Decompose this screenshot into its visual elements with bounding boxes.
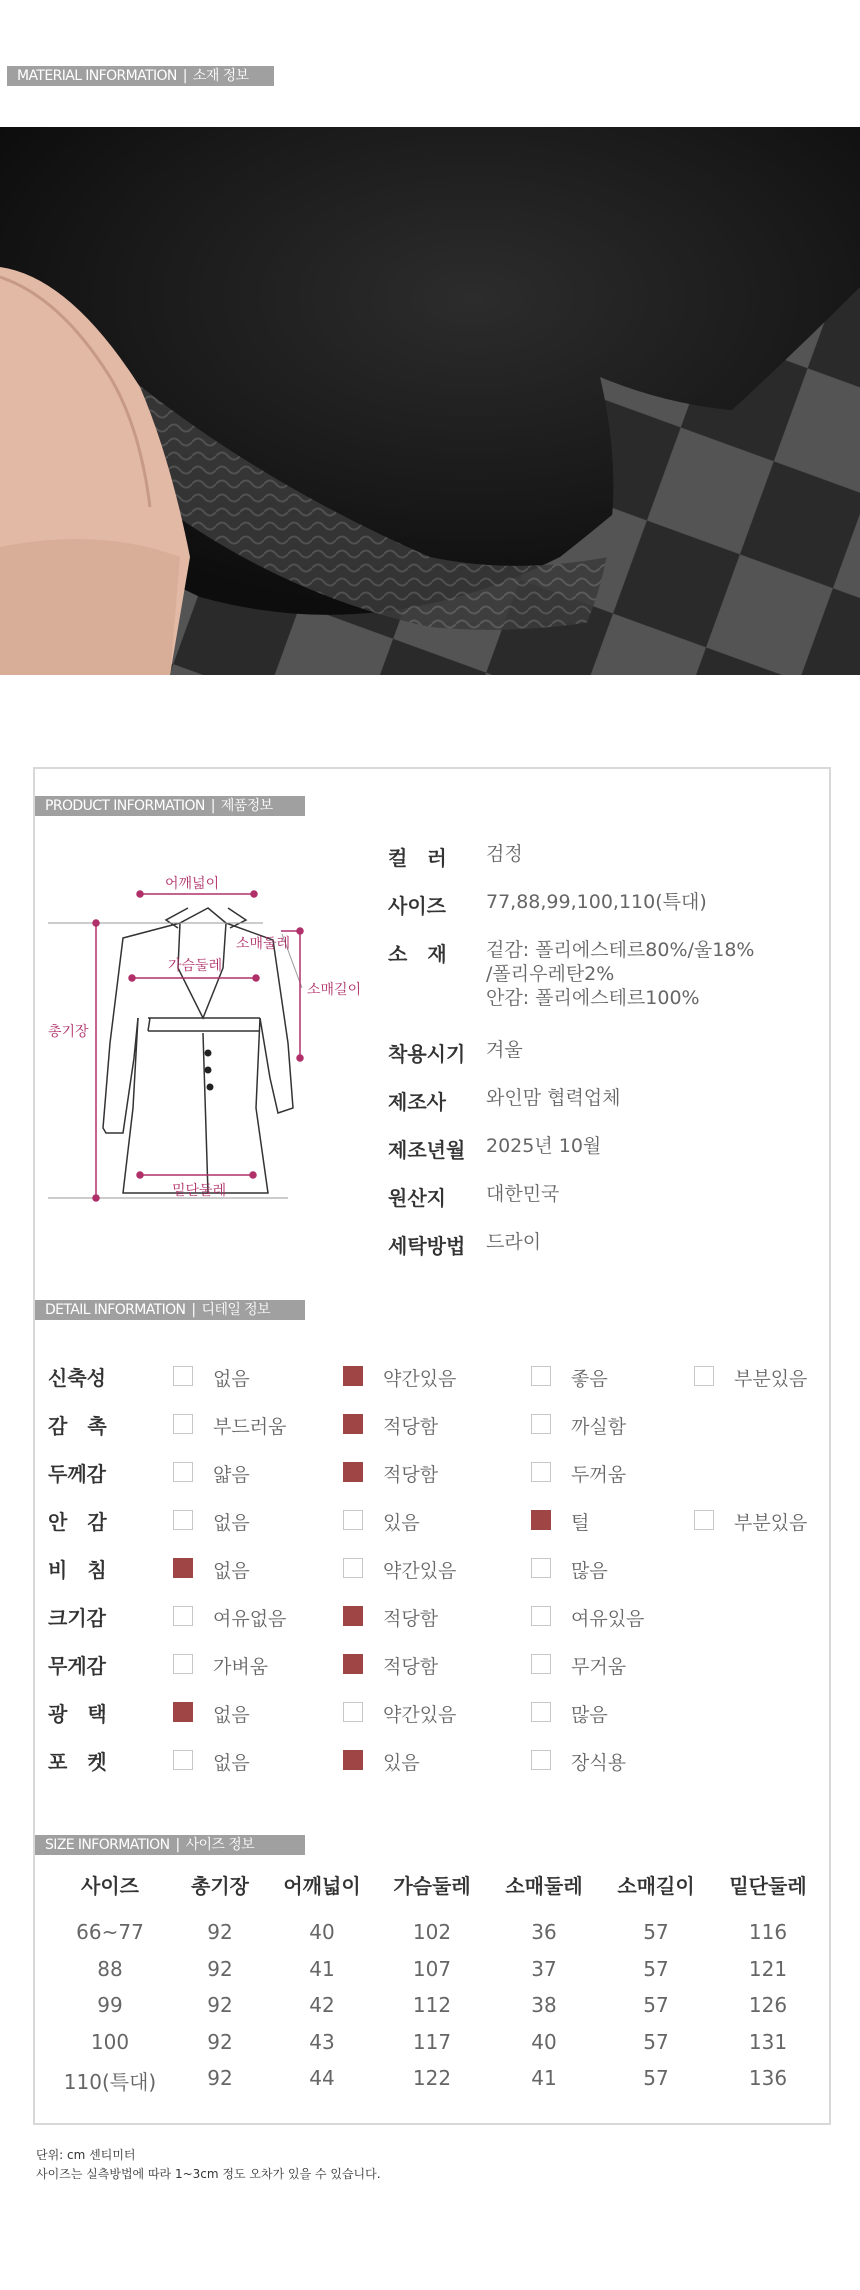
spec-value: 대한민국	[486, 1183, 560, 1205]
size-table-cell: 112	[412, 1993, 452, 2017]
dim-label-hem: 밑단둘레	[172, 1183, 227, 1199]
detail-label: 안 감	[48, 1510, 107, 1534]
size-table-cell: 40	[531, 2029, 557, 2054]
checkbox[interactable]	[694, 1510, 714, 1530]
detail-option-label: 무거움	[571, 1656, 627, 1678]
detail-option-label: 없음	[213, 1560, 250, 1582]
size-table-cell: 117	[412, 2029, 452, 2054]
detail-info-tag: DETAIL INFORMATION | 디테일 정보	[35, 1300, 305, 1320]
detail-option-label: 적당함	[383, 1416, 439, 1438]
size-table-cell: 92	[207, 1920, 233, 1944]
checkbox[interactable]	[531, 1558, 551, 1578]
size-table-header: 어깨넓이	[283, 1874, 361, 1898]
spec-label: 제조사	[388, 1090, 446, 1114]
size-table-cell: 38	[531, 1993, 557, 2017]
spec-value: 77,88,99,100,110(특대)	[486, 891, 707, 913]
size-table-cell: 110(특대)	[63, 2070, 157, 2094]
product-info-tag: PRODUCT INFORMATION | 제품정보	[35, 796, 305, 816]
checkbox-checked[interactable]	[343, 1462, 363, 1482]
detail-option-label: 없음	[213, 1752, 250, 1774]
checkbox[interactable]	[173, 1366, 193, 1386]
coat-measurement-diagram	[48, 868, 378, 1208]
size-table-cell: 92	[207, 2066, 233, 2090]
checkbox[interactable]	[531, 1606, 551, 1626]
spec-label: 사이즈	[388, 894, 446, 918]
detail-label: 포 켓	[48, 1750, 107, 1774]
checkbox-checked[interactable]	[173, 1702, 193, 1722]
detail-label: 무게감	[48, 1654, 106, 1678]
size-table-cell: 131	[748, 2029, 788, 2054]
size-table-cell: 136	[748, 2066, 788, 2090]
size-table-cell: 102	[412, 1920, 452, 1944]
size-table-cell: 37	[531, 1956, 557, 1981]
checkbox[interactable]	[531, 1462, 551, 1482]
size-table-cell: 100	[90, 2029, 130, 2054]
detail-label: 크기감	[48, 1606, 106, 1630]
unit-note: 단위: cm 센티미터	[36, 2148, 136, 2162]
size-table-header: 사이즈	[81, 1874, 139, 1898]
spec-label: 컬 러	[388, 846, 447, 870]
detail-option-label: 부분있음	[734, 1368, 808, 1390]
size-table-cell: 44	[309, 2066, 335, 2090]
checkbox[interactable]	[531, 1654, 551, 1674]
checkbox[interactable]	[343, 1510, 363, 1530]
detail-option-label: 약간있음	[383, 1368, 457, 1390]
size-table-cell: 41	[531, 2066, 557, 2090]
size-info-tag: SIZE INFORMATION | 사이즈 정보	[35, 1835, 305, 1855]
size-table-cell: 57	[643, 1993, 669, 2017]
checkbox[interactable]	[173, 1750, 193, 1770]
fabric-closeup-image	[0, 127, 860, 675]
checkbox[interactable]	[173, 1414, 193, 1434]
size-table-cell: 121	[748, 1956, 788, 1981]
material-photo	[0, 127, 860, 675]
checkbox[interactable]	[531, 1414, 551, 1434]
detail-option-label: 부드러움	[213, 1416, 287, 1438]
detail-label: 광 택	[48, 1702, 107, 1726]
checkbox[interactable]	[694, 1366, 714, 1386]
size-table-cell: 126	[748, 1993, 788, 2017]
product-info-title-ko: 제품정보	[220, 798, 273, 814]
detail-option-label: 장식용	[571, 1752, 627, 1774]
checkbox[interactable]	[173, 1510, 193, 1530]
detail-option-label: 없음	[213, 1704, 250, 1726]
detail-option-label: 적당함	[383, 1464, 439, 1486]
spec-value: 겉감: 폴리에스테르80%/울18%	[486, 939, 755, 961]
spec-value: 드라이	[486, 1231, 542, 1253]
spec-label: 제조년월	[388, 1138, 466, 1162]
detail-label: 두께감	[48, 1462, 106, 1486]
detail-option-label: 여유있음	[571, 1608, 645, 1630]
measurement-note: 사이즈는 실측방법에 따라 1~3cm 정도 오차가 있을 수 있습니다.	[36, 2167, 381, 2181]
size-table-cell: 42	[309, 1993, 335, 2017]
checkbox-checked[interactable]	[343, 1606, 363, 1626]
spec-label: 세탁방법	[388, 1234, 466, 1258]
detail-label: 감 촉	[48, 1414, 107, 1438]
size-table-cell: 43	[309, 2029, 335, 2054]
size-table-cell: 57	[643, 2066, 669, 2090]
detail-option-label: 많음	[571, 1704, 608, 1726]
detail-option-label: 좋음	[571, 1368, 608, 1390]
size-table-cell: 122	[412, 2066, 452, 2090]
checkbox-checked[interactable]	[343, 1654, 363, 1674]
dim-label-total-len: 총기장	[48, 1024, 89, 1040]
dim-label-sleeve-len: 소매길이	[307, 982, 362, 998]
detail-option-label: 까실함	[571, 1416, 627, 1438]
spec-value: 겨울	[486, 1039, 523, 1061]
detail-info-title-en: DETAIL INFORMATION	[45, 1302, 186, 1318]
size-table-cell: 88	[97, 1956, 123, 1981]
dim-label-shoulder: 어깨넓이	[165, 876, 220, 892]
detail-option-label: 부분있음	[734, 1512, 808, 1534]
checkbox[interactable]	[173, 1654, 193, 1674]
size-table-cell: 92	[207, 1993, 233, 2017]
checkbox[interactable]	[531, 1702, 551, 1722]
detail-option-label: 없음	[213, 1512, 250, 1534]
dim-label-sleeve-circ: 소매둘레	[236, 936, 291, 952]
detail-option-label: 얇음	[213, 1464, 250, 1486]
checkbox-checked[interactable]	[343, 1366, 363, 1386]
size-table-cell: 57	[643, 1956, 669, 1981]
detail-option-label: 적당함	[383, 1656, 439, 1678]
spec-value: 와인맘 협력업체	[486, 1087, 621, 1109]
size-table-cell: 99	[97, 1993, 123, 2017]
size-table-cell: 40	[309, 1920, 335, 1944]
detail-option-label: 약간있음	[383, 1560, 457, 1582]
size-table-cell: 41	[309, 1956, 335, 1981]
size-table-header: 총기장	[191, 1874, 249, 1898]
detail-option-label: 두꺼움	[571, 1464, 627, 1486]
size-table-header: 밑단둘레	[729, 1874, 807, 1898]
dim-label-chest: 가슴둘레	[168, 958, 223, 974]
size-table-cell: 66~77	[76, 1920, 144, 1944]
spec-label: 소 재	[388, 942, 447, 966]
material-info-tag: MATERIAL INFORMATION | 소재 정보	[7, 66, 274, 86]
spec-label: 원산지	[388, 1186, 446, 1210]
checkbox[interactable]	[173, 1462, 193, 1482]
detail-label: 신축성	[48, 1366, 106, 1390]
spec-value: 2025년 10월	[486, 1135, 602, 1157]
size-table-cell: 57	[643, 2029, 669, 2054]
size-table-cell: 107	[412, 1956, 452, 1981]
detail-option-label: 가벼움	[213, 1656, 269, 1678]
checkbox[interactable]	[531, 1750, 551, 1770]
checkbox-checked[interactable]	[343, 1750, 363, 1770]
checkbox-checked[interactable]	[531, 1510, 551, 1530]
checkbox-checked[interactable]	[173, 1558, 193, 1578]
detail-option-label: 있음	[383, 1512, 420, 1534]
detail-option-label: 여유없음	[213, 1608, 287, 1630]
spec-value: 검정	[486, 843, 523, 865]
size-table-cell: 36	[531, 1920, 557, 1944]
detail-option-label: 많음	[571, 1560, 608, 1582]
detail-label: 비 침	[48, 1558, 107, 1582]
size-table-header: 소매둘레	[505, 1874, 583, 1898]
material-info-title-en: MATERIAL INFORMATION	[17, 68, 177, 84]
size-table-cell: 92	[207, 1956, 233, 1981]
size-table-header: 소매길이	[617, 1874, 695, 1898]
detail-option-label: 없음	[213, 1368, 250, 1390]
checkbox-checked[interactable]	[343, 1414, 363, 1434]
product-info-title-en: PRODUCT INFORMATION	[45, 798, 205, 814]
checkbox[interactable]	[531, 1366, 551, 1386]
size-info-title-en: SIZE INFORMATION	[45, 1837, 170, 1853]
spec-value-line2: /폴리우레탄2%	[486, 963, 615, 985]
size-table-cell: 92	[207, 2029, 233, 2054]
detail-option-label: 약간있음	[383, 1704, 457, 1726]
detail-option-label: 있음	[383, 1752, 420, 1774]
detail-option-label: 적당함	[383, 1608, 439, 1630]
size-info-title-ko: 사이즈 정보	[185, 1837, 255, 1853]
checkbox[interactable]	[173, 1606, 193, 1626]
spec-label: 착용시기	[388, 1042, 466, 1066]
detail-info-title-ko: 디테일 정보	[201, 1302, 270, 1318]
detail-option-label: 털	[571, 1512, 590, 1534]
size-table-cell: 116	[748, 1920, 788, 1944]
checkbox[interactable]	[343, 1702, 363, 1722]
checkbox[interactable]	[343, 1558, 363, 1578]
material-info-title-ko: 소재 정보	[192, 68, 249, 84]
size-table-header: 가슴둘레	[393, 1874, 471, 1898]
spec-value-line3: 안감: 폴리에스테르100%	[486, 987, 700, 1009]
size-table-cell: 57	[643, 1920, 669, 1944]
